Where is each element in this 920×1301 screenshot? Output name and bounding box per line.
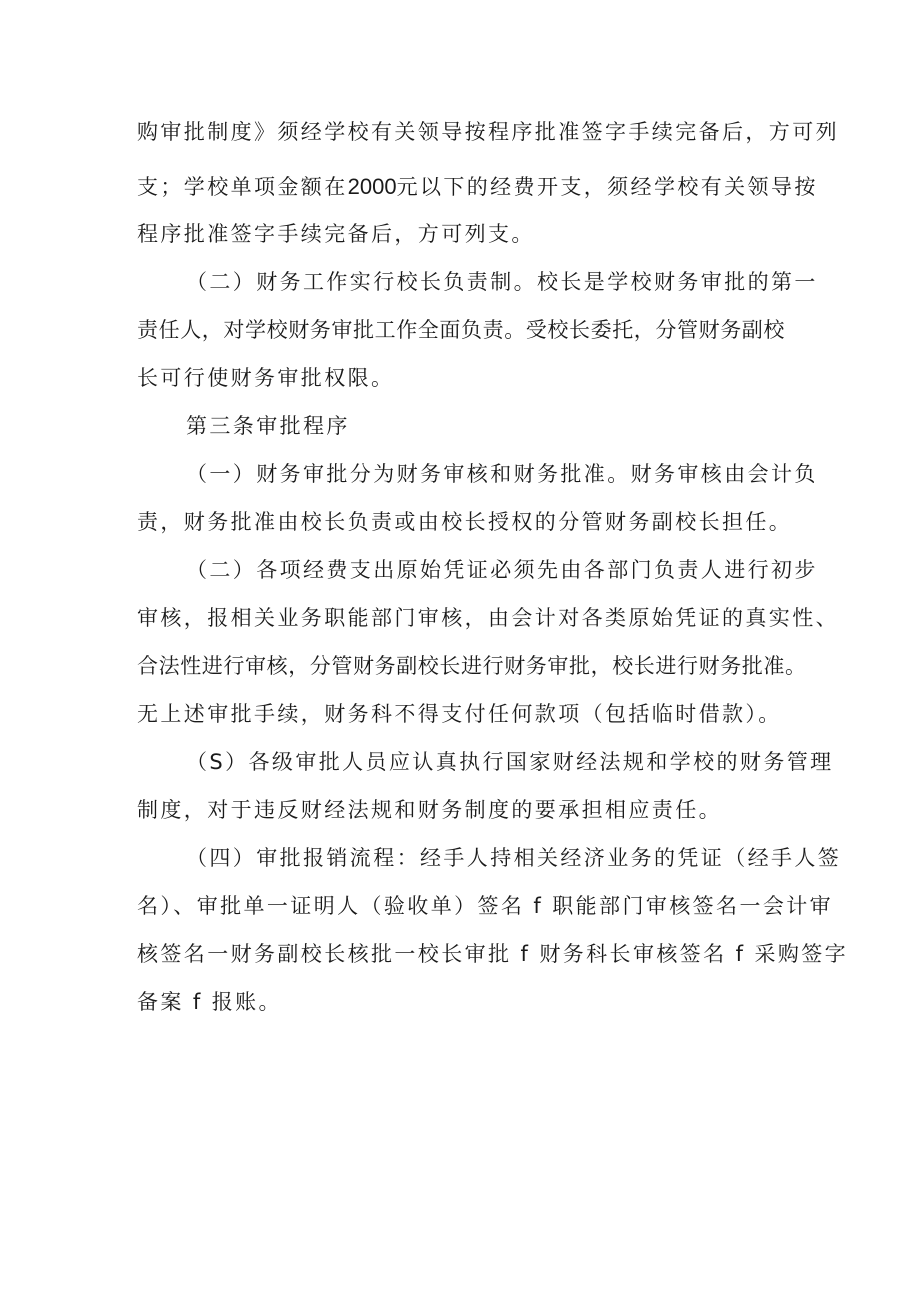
article-heading: 第三条审批程序 (186, 414, 350, 438)
text-line: 责，财务批准由校长负责或由校长授权的分管财务副校长担任。 (137, 510, 793, 534)
paragraph-first-line: （二）各项经费支出原始凭证必须先由各部门负责人进行初步 (186, 558, 818, 582)
text-segment: 支；学校单项金额在 (137, 175, 348, 199)
paragraph-first-line: （二）财务工作实行校长负责制。校长是学校财务审批的第一 (186, 270, 818, 294)
text-line: 合法性进行审核，分管财务副校长进行财务审批，校长进行财务批准。 (137, 654, 807, 678)
text-line: 责任人，对学校财务审批工作全面负责。受校长委托，分管财务副校 (137, 318, 785, 342)
text-line: 程序批准签字手续完备后，方可列支。 (137, 222, 535, 246)
text-line: 制度，对于违反财经法规和财务制度的要承担相应责任。 (137, 798, 722, 822)
text-line: 名）、审批单一证明人（验收单）签名 f 职能部门审核签名一会计审 (137, 894, 834, 918)
text-segment: 元以下的经费开支，须经学校有关领导按 (396, 175, 818, 199)
text-line: 无上述审批手续，财务科不得支付任何款项（包括临时借款）。 (137, 702, 782, 726)
paragraph-first-line: （四）审批报销流程：经手人持相关经济业务的凭证（经手人签 (186, 846, 842, 870)
text-line: 核签名一财务副校长核批一校长审批 f 财务科长审核签名 f 采购签字 (137, 942, 849, 966)
text-line: 购审批制度》须经学校有关领导按程序批准签字手续完备后，方可列 (137, 120, 839, 144)
text-line: 审核，报相关业务职能部门审核，由会计对各类原始凭证的真实性、 (137, 606, 839, 630)
text-line: 长可行使财务审批权限。 (137, 366, 395, 390)
amount-number: 2000 (347, 174, 397, 199)
paragraph-first-line: （S）各级审批人员应认真执行国家财经法规和学校的财务管理 (186, 750, 834, 774)
text-line: 备案 f 报账。 (137, 990, 282, 1014)
text-line (137, 173, 818, 201)
paragraph-first-line: （一）财务审批分为财务审核和财务批准。财务审核由会计负 (186, 462, 818, 486)
